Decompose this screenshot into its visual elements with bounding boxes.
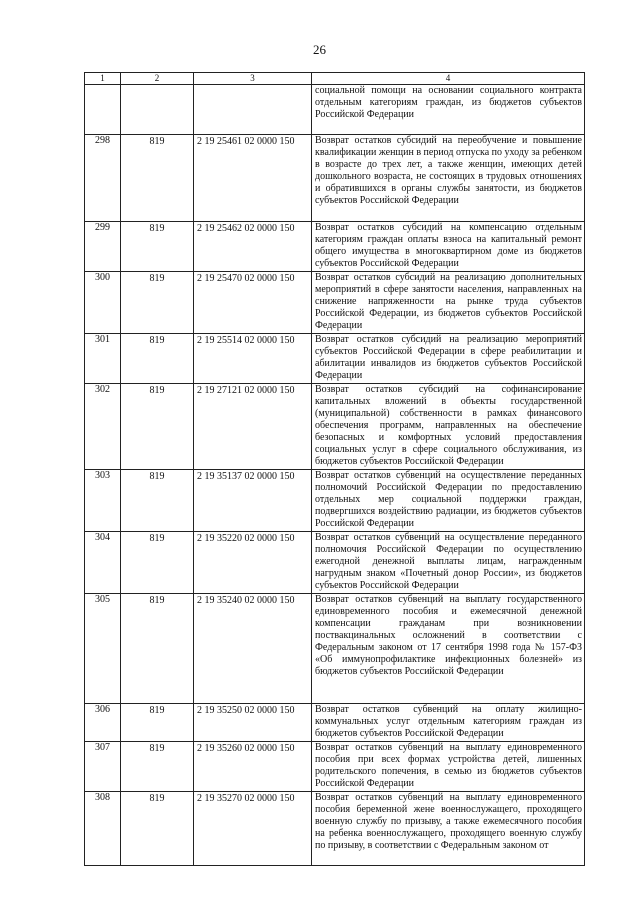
row-number: 304: [85, 532, 121, 594]
budget-codes-table: [84, 72, 585, 866]
budget-code: 2 19 25462 02 0000 150: [194, 222, 312, 272]
table-row: [85, 222, 585, 272]
row-description: Возврат остатков субвенций на выплату единовременного пособия при всех формах устройства детей, лишенных родительского попечения, в семью из бюджетов субъектов Российской Федерации: [312, 742, 585, 792]
row-description: Возврат остатков субсидий на компенсацию отдельным категориям граждан оплаты взноса на капитальный ремонт общего имущества в многоквартирном доме из бюджетов субъектов Российской Федерации: [312, 222, 585, 272]
table-row-continuation: [85, 85, 585, 135]
admin-code: 819: [121, 594, 194, 704]
table-row: [85, 532, 585, 594]
table-row: [85, 742, 585, 792]
admin-code: 819: [121, 704, 194, 742]
budget-code: 2 19 25514 02 0000 150: [194, 334, 312, 384]
row-number: 303: [85, 470, 121, 532]
budget-code: 2 19 25461 02 0000 150: [194, 135, 312, 222]
budget-code: 2 19 25470 02 0000 150: [194, 272, 312, 334]
admin-code: 819: [121, 334, 194, 384]
table-row: [85, 704, 585, 742]
admin-code: 819: [121, 384, 194, 470]
row-number: 302: [85, 384, 121, 470]
budget-code: 2 19 35137 02 0000 150: [194, 470, 312, 532]
budget-code: 2 19 27121 02 0000 150: [194, 384, 312, 470]
row-description: Возврат остатков субвенций на выплату государственного единовременного пособия и ежемесячной денежной компенсации гражданам при возникновении поствакцинальных осложнений в соответствии с Федеральным законом от 17 сентября 1998 года № 157-ФЗ «Об иммунопрофилактике инфекционных болезней» из бюджетов субъектов Российской Федерации: [312, 594, 585, 704]
row-number: 307: [85, 742, 121, 792]
budget-code: 2 19 35250 02 0000 150: [194, 704, 312, 742]
row-number: 301: [85, 334, 121, 384]
row-number: 306: [85, 704, 121, 742]
row-description: Возврат остатков субвенций на выплату единовременного пособия беременной жене военнослужащего, проходящего военную службу по призыву, а также ежемесячного пособия на ребенка военнослужащего, проходящего военную службу по призыву, в соответствии с Федеральным законом от: [312, 792, 585, 866]
row-description: Возврат остатков субвенций на осуществление переданного полномочия Российской Федерации по осуществлению ежегодной денежной выплаты лицам, награжденным нагрудным знаком «Почетный донор России», из бюджетов субъектов Российской Федерации: [312, 532, 585, 594]
row-description: Возврат остатков субсидий на софинансирование капитальных вложений в объекты государственной (муниципальной) собственности в рамках финансового обеспечения программ, направленных на обеспечение безопасных и комфортных условий предоставления социальных услуг в сфере социального обслуживания, из бюджетов субъектов Российской Федерации: [312, 384, 585, 470]
table-row: [85, 272, 585, 334]
admin-code: 819: [121, 532, 194, 594]
table-row: [85, 594, 585, 704]
header-cell-4: 4: [312, 73, 585, 85]
admin-code: 819: [121, 470, 194, 532]
table-header-row: [85, 73, 585, 85]
row-number: [85, 85, 121, 135]
budget-code: 2 19 35270 02 0000 150: [194, 792, 312, 866]
table-row: [85, 334, 585, 384]
admin-code: 819: [121, 222, 194, 272]
row-number: 305: [85, 594, 121, 704]
budget-code: 2 19 35240 02 0000 150: [194, 594, 312, 704]
budget-code: 2 19 35260 02 0000 150: [194, 742, 312, 792]
budget-code: 2 19 35220 02 0000 150: [194, 532, 312, 594]
admin-code: 819: [121, 135, 194, 222]
admin-code: [121, 85, 194, 135]
row-description: Возврат остатков субвенций на оплату жилищно-коммунальных услуг отдельным категориям граждан из бюджетов субъектов Российской Федерации: [312, 704, 585, 742]
header-cell-3: 3: [194, 73, 312, 85]
row-description: Возврат остатков субсидий на реализацию мероприятий субъектов Российской Федерации в сфере реабилитации и абилитации инвалидов из бюджетов субъектов Российской Федерации: [312, 334, 585, 384]
admin-code: 819: [121, 742, 194, 792]
table-row: [85, 384, 585, 470]
row-number: 300: [85, 272, 121, 334]
row-number: 308: [85, 792, 121, 866]
row-number: 299: [85, 222, 121, 272]
table-row: [85, 470, 585, 532]
row-description: Возврат остатков субсидий на реализацию дополнительных мероприятий в сфере занятости населения, направленных на снижение напряженности на рынке труда субъектов Российской Федерации, из бюджетов субъектов Российской Федерации: [312, 272, 585, 334]
header-cell-1: 1: [85, 73, 121, 85]
header-cell-2: 2: [121, 73, 194, 85]
row-description: социальной помощи на основании социального контракта отдельным категориям граждан, из бюджетов субъектов Российской Федерации: [312, 85, 585, 135]
row-description: Возврат остатков субсидий на переобучение и повышение квалификации женщин в период отпуска по уходу за ребенком в возрасте до трех лет, а также женщин, имеющих детей дошкольного возраста, не состоящих в трудовых отношениях и обратившихся в органы службы занятости, из бюджетов субъектов Российской Федерации: [312, 135, 585, 222]
row-number: 298: [85, 135, 121, 222]
admin-code: 819: [121, 792, 194, 866]
admin-code: 819: [121, 272, 194, 334]
budget-code: [194, 85, 312, 135]
table-row: [85, 135, 585, 222]
row-description: Возврат остатков субвенций на осуществление переданных полномочий Российской Федерации по предоставлению отдельных мер социальной поддержки граждан, подвергшихся воздействию радиации, из бюджетов субъектов Российской Федерации: [312, 470, 585, 532]
table-row: [85, 792, 585, 866]
page-number: 26: [313, 42, 326, 57]
